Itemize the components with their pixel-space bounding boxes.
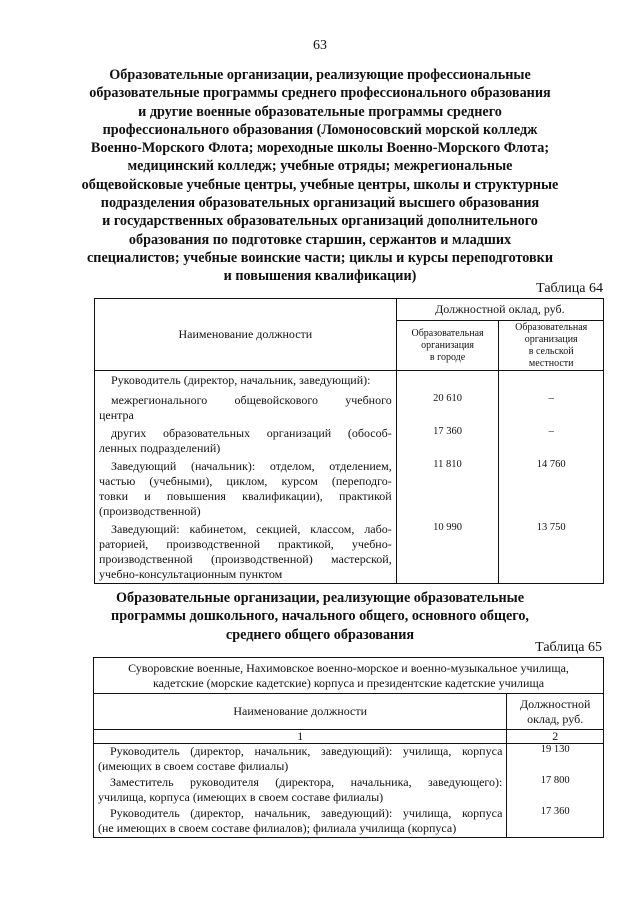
table65-label: Таблица 65 — [535, 640, 602, 655]
table-row — [95, 522, 604, 584]
col-header-salary-line: оклад, руб. — [527, 711, 584, 726]
row-city: 17 360 — [396, 426, 499, 459]
table-row — [95, 371, 604, 393]
col-header-rural-line: Образовательная — [515, 321, 588, 333]
row-rural: – — [499, 426, 604, 459]
row-line: Заместитель руководителя (директора, начальника, заведующего): — [110, 774, 503, 789]
heading-line: и государственных образовательных организаций дополнительного — [102, 213, 538, 230]
caption-line: кадетские (морские кадетские) корпуса и президентские кадетские училища — [152, 675, 545, 690]
row-line: товки и повышения квалификации), практикой — [99, 488, 392, 503]
heading-line: Образовательные организации, реализующие профессиональные — [109, 67, 531, 83]
section2-heading — [80, 589, 560, 644]
heading-line: Образовательные организации, реализующие образовательные — [115, 590, 525, 606]
col-header-city — [396, 321, 499, 371]
row-line: Заведующий: кабинетом, секцией, классом, лабо- — [111, 521, 392, 536]
heading-line: Военно-Морского Флота; мореходные школы Военно-Морского Флота; — [90, 140, 550, 157]
row-salary: 19 130 — [507, 744, 604, 775]
page-number: 63 — [313, 38, 327, 53]
row-rural: – — [499, 393, 604, 426]
row-position — [94, 744, 507, 775]
heading-line: специалистов; учебные воинские части; циклы и курсы переподготовки — [86, 249, 554, 266]
col-header-rural — [499, 321, 604, 371]
row-position — [95, 459, 397, 522]
heading-line: общевойсковые учебные центры, учебные центры, школы и структурные — [81, 176, 559, 193]
heading-line: образовательные программы среднего профессионального образования — [89, 85, 551, 102]
row-line: ленных подразделений) — [99, 440, 221, 455]
row-city — [396, 371, 499, 393]
row-line: Руководитель (директор, начальник, заведующий): училища, корпуса — [110, 744, 503, 758]
table-row — [95, 426, 604, 459]
row-line: (производственной) — [99, 503, 201, 518]
row-line: училища, корпуса (имеющих в своем составе филиалы) — [98, 789, 384, 804]
heading-line: профессионального образования (Ломоносовский морской колледж — [102, 121, 538, 138]
table-row — [95, 393, 604, 426]
row-line: межрегионального общевойскового учебного — [111, 392, 392, 407]
row-line: производственной (производственной) мастерской, — [99, 551, 392, 566]
table-row — [94, 744, 604, 775]
row-line: Руководитель (директор, начальник, заведующий): училища, корпуса — [110, 805, 503, 820]
col-number-1: 1 — [94, 730, 507, 744]
heading-line: образования по подготовке старшин, сержантов и младших — [128, 231, 512, 248]
table64-label: Таблица 64 — [536, 281, 603, 296]
col-header-position: Наименование должности — [94, 694, 507, 730]
col-header-salary-line: Должностной — [519, 696, 591, 711]
col-header-city-line: Образовательная — [411, 327, 484, 339]
table-caption — [94, 658, 604, 694]
table-row — [94, 806, 604, 838]
col-header-position: Наименование должности — [95, 299, 397, 371]
row-position — [95, 393, 397, 426]
table-row — [94, 775, 604, 806]
heading-line: программы дошкольного, начального общего, основного общего, — [111, 608, 529, 625]
col-header-salary: Должностной оклад, руб. — [396, 299, 603, 321]
col-header-city-line: в городе — [429, 351, 466, 363]
row-city: 10 990 — [396, 522, 499, 584]
section1-heading — [80, 66, 560, 286]
row-rural: 14 760 — [499, 459, 604, 522]
col-header-salary — [507, 694, 604, 730]
row-position — [95, 371, 397, 393]
row-salary: 17 360 — [507, 806, 604, 838]
table-64 — [94, 298, 604, 584]
col-header-city-line: организация — [421, 339, 475, 351]
heading-line: среднего общего образования — [225, 626, 415, 643]
row-line: раторией, производственной практикой, учебно- — [99, 536, 392, 551]
col-header-rural-line: в сельской — [528, 345, 574, 357]
heading-line: медицинский колледж; учебные отряды; межрегиональные — [127, 158, 513, 175]
heading-line: и другие военные образовательные программы среднего — [138, 103, 502, 120]
row-line: (не имеющих в своем составе филиалов); филиала училища (корпуса) — [98, 820, 457, 835]
row-position — [94, 806, 507, 838]
row-salary: 17 800 — [507, 775, 604, 806]
row-position — [95, 522, 397, 584]
col-number-2: 2 — [507, 730, 604, 744]
table-row — [95, 459, 604, 522]
row-line: Руководитель (директор, начальник, заведующий): — [111, 373, 371, 387]
row-line: (имеющих в своем составе филиалы) — [98, 759, 289, 773]
row-line: других образовательных организаций (обособ- — [111, 425, 392, 440]
row-line: Заведующий (начальник): отделом, отделением, — [111, 458, 392, 473]
row-position — [94, 775, 507, 806]
caption-line: Суворовские военные, Нахимовское военно-морское и военно-музыкальное училища, — [128, 660, 569, 675]
heading-line: подразделения образовательных организаций высшего образования — [100, 195, 540, 212]
row-city: 11 810 — [396, 459, 499, 522]
row-city: 20 610 — [396, 393, 499, 426]
row-rural: 13 750 — [499, 522, 604, 584]
col-header-rural-line: организация — [524, 333, 578, 345]
table-65 — [93, 657, 604, 838]
row-line: центра — [99, 407, 134, 422]
heading-line: и повышения квалификации) — [223, 268, 417, 285]
row-position — [95, 426, 397, 459]
row-line: учебно-консультационным пунктом — [99, 566, 283, 581]
col-header-rural-line: местности — [528, 357, 574, 369]
row-line: частью (учебными), циклом, курсом (переподго- — [99, 473, 392, 488]
row-rural — [499, 371, 604, 393]
